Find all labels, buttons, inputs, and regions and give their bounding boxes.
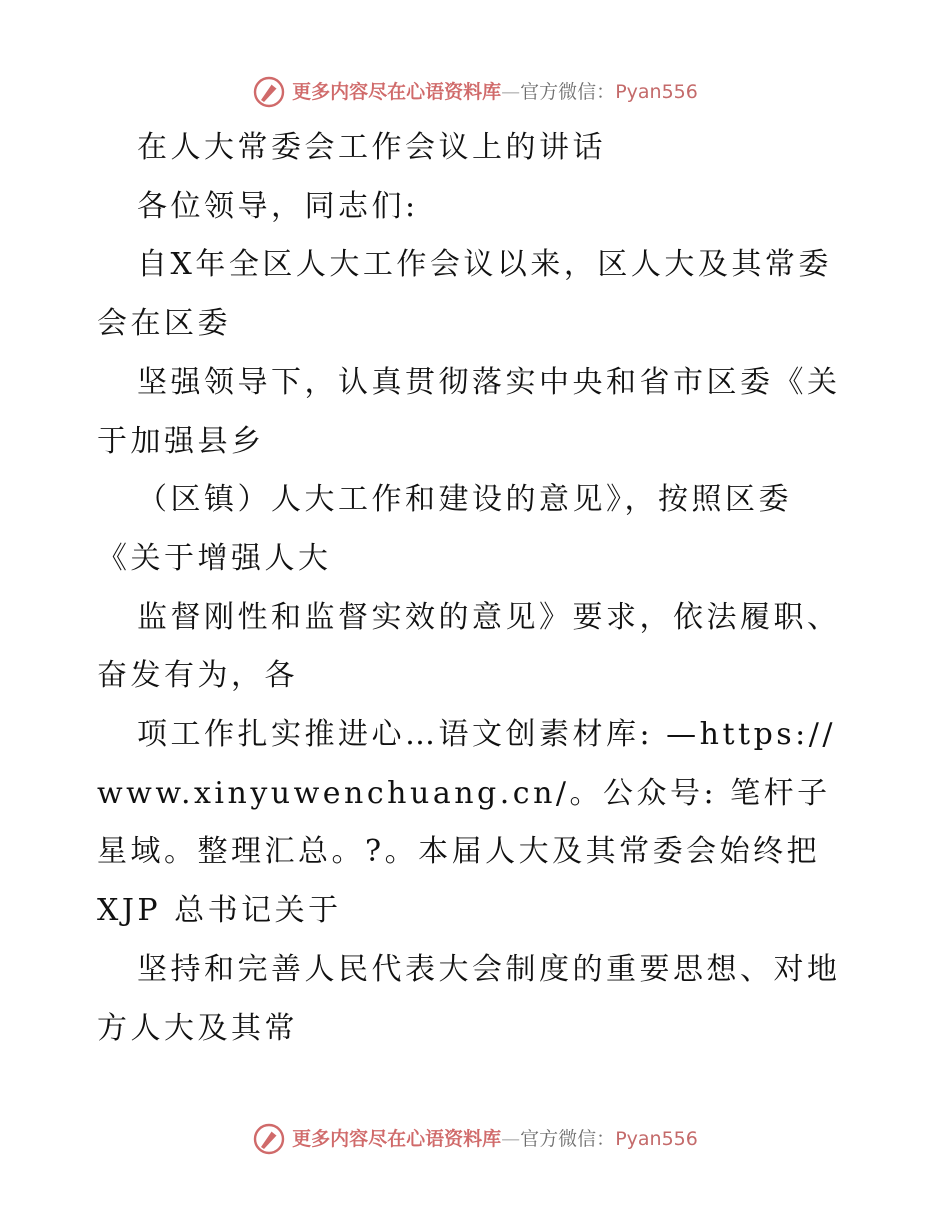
pen-nib-logo-icon [252, 1122, 286, 1156]
document-greeting: 各位领导，同志们: [137, 188, 419, 224]
header-watermark-banner [0, 72, 950, 112]
pen-nib-logo-icon [252, 75, 286, 109]
banner-dash: — [501, 81, 521, 103]
paragraph: 自X年全区人大工作会议以来，区人大及其常委会在区委 [97, 247, 832, 342]
banner-main-text: 更多内容尽在心语资料库 [292, 1128, 502, 1150]
document-body [97, 119, 857, 1058]
document-title: 在人大常委会工作会议上的讲话 [137, 130, 606, 165]
footer-watermark-banner [0, 1119, 950, 1159]
banner-wechat-id: Pyan556 [615, 81, 698, 103]
paragraph: 坚持和完善人民代表大会制度的重要思想、对地方人大及其常 [97, 951, 841, 1046]
paragraph: （区镇）人大工作和建设的意见》，按照区委《关于增强人大 [97, 482, 792, 576]
paragraph: 项工作扎实推进心…语文创素材库: —https://www.xinyuwenchuang.cn/。公众号: 笔杆子星域。整理汇总。?。本届人大及其常委会始终把 XJP 总书记关于 [97, 717, 836, 929]
banner-wechat-id: Pyan556 [615, 1128, 698, 1150]
banner-main-text: 更多内容尽在心语资料库 [292, 81, 502, 103]
banner-wechat-label: 官方微信： [520, 81, 616, 103]
paragraph: 监督刚性和监督实效的意见》要求，依法履职、奋发有为，各 [97, 599, 841, 694]
paragraph: 坚强领导下，认真贯彻落实中央和省市区委《关于加强县乡 [97, 364, 841, 459]
banner-dash: — [501, 1128, 521, 1150]
banner-wechat-label: 官方微信： [520, 1128, 616, 1150]
